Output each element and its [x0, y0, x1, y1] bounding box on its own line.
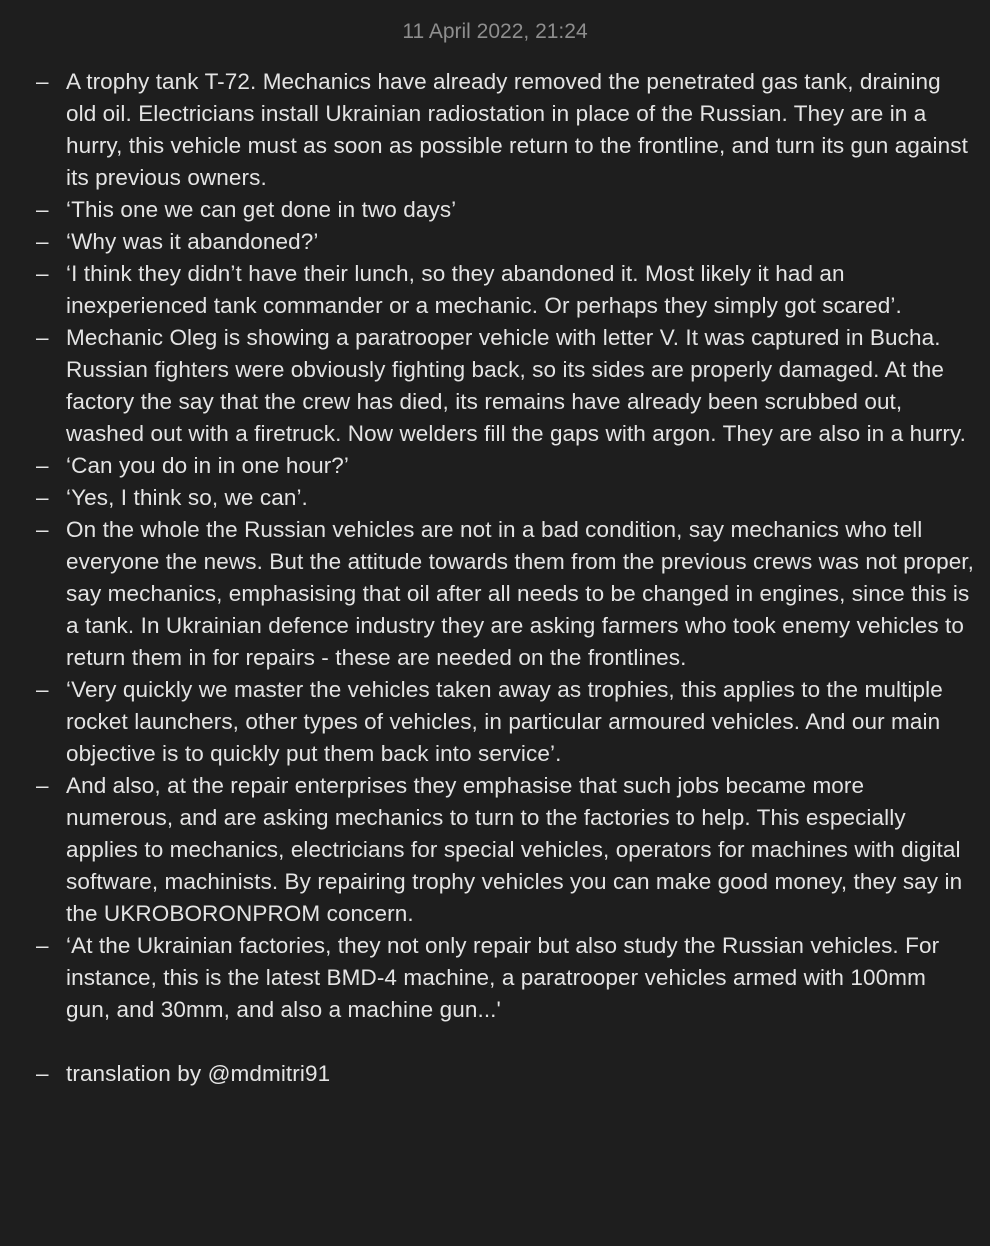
- list-item-text: ‘I think they didn’t have their lunch, so they abandoned it. Most likely it had an inexperienced tank commander or a mechanic. Or perhaps they simply got scared’.: [66, 261, 902, 318]
- list-item-text: And also, at the repair enterprises they emphasise that such jobs became more numerous, and are asking mechanics to turn to the factories to help. This especially applies to mechanics, electricians for special vehicles, operators for machines with digital software, machinists. By repairing trophy vehicles you can make good money, they say in the UKROBORONPROM concern.: [66, 773, 963, 926]
- bullet-dash: –: [36, 197, 49, 222]
- note-body[interactable]: [0, 66, 990, 1090]
- list-item-text: ‘Yes, I think so, we can’.: [66, 485, 308, 510]
- credit-item: [0, 1058, 990, 1090]
- list-item-text: ‘Can you do in in one hour?’: [66, 453, 349, 478]
- list-item-text: Mechanic Oleg is showing a paratrooper vehicle with letter V. It was captured in Bucha. Russian fighters were obviously fighting back, so its sides are properly damaged. At the factory the say that the crew has died, its remains have already been scrubbed out, washed out with a firetruck. Now welders fill the gaps with argon. They are also in a hurry.: [66, 325, 967, 446]
- bullet-dash: –: [36, 229, 49, 254]
- list-item-text: On the whole the Russian vehicles are not in a bad condition, say mechanics who tell everyone the news. But the attitude towards them from the previous crews was not proper, say mechanics, emphasising that oil after all needs to be changed in engines, since this is a tank. In Ukrainian defence industry they are asking farmers who took enemy vehicles to return them in for repairs - these are needed on the frontlines.: [66, 517, 975, 670]
- list-item: [0, 930, 990, 1026]
- list-item: [0, 450, 990, 482]
- list-item: [0, 482, 990, 514]
- empty-line: [0, 1026, 990, 1058]
- note-timestamp: 11 April 2022, 21:24: [402, 20, 588, 43]
- list-item: [0, 514, 990, 674]
- list-item-text: ‘At the Ukrainian factories, they not only repair but also study the Russian vehicles. For instance, this is the latest BMD-4 machine, a paratrooper vehicles armed with 100mm gun, and 30mm, and also a machine gun...': [66, 933, 940, 1022]
- bullet-dash: –: [36, 677, 49, 702]
- bullet-dash: –: [36, 69, 49, 94]
- bullet-dash: –: [36, 1061, 49, 1086]
- list-item-text: ‘Why was it abandoned?’: [66, 229, 319, 254]
- list-item-text: A trophy tank T-72. Mechanics have already removed the penetrated gas tank, draining old oil. Electricians install Ukrainian radiostation in place of the Russian. They are in a hurry, this vehicle must as soon as possible return to the frontline, and turn its gun against its previous owners.: [66, 69, 968, 190]
- bullet-dash: –: [36, 261, 49, 286]
- list-item-text: ‘This one we can get done in two days’: [66, 197, 457, 222]
- list-item: [0, 674, 990, 770]
- list-item: [0, 770, 990, 930]
- list-item: [0, 322, 990, 450]
- bullet-dash: –: [36, 933, 49, 958]
- bullet-dash: –: [36, 485, 49, 510]
- bullet-dash: –: [36, 517, 49, 542]
- bullet-dash: –: [36, 453, 49, 478]
- list-item-text: ‘Very quickly we master the vehicles taken away as trophies, this applies to the multiple rocket launchers, other types of vehicles, in particular armoured vehicles. And our main objective is to quickly put them back into service’.: [66, 677, 943, 766]
- list-item: [0, 66, 990, 194]
- bullet-dash: –: [36, 773, 49, 798]
- list-item: [0, 226, 990, 258]
- note-bullet-list: [0, 66, 990, 1090]
- bullet-dash: –: [36, 325, 49, 350]
- credit-text: translation by @mdmitri91: [66, 1061, 331, 1086]
- list-item: [0, 258, 990, 322]
- list-item: [0, 194, 990, 226]
